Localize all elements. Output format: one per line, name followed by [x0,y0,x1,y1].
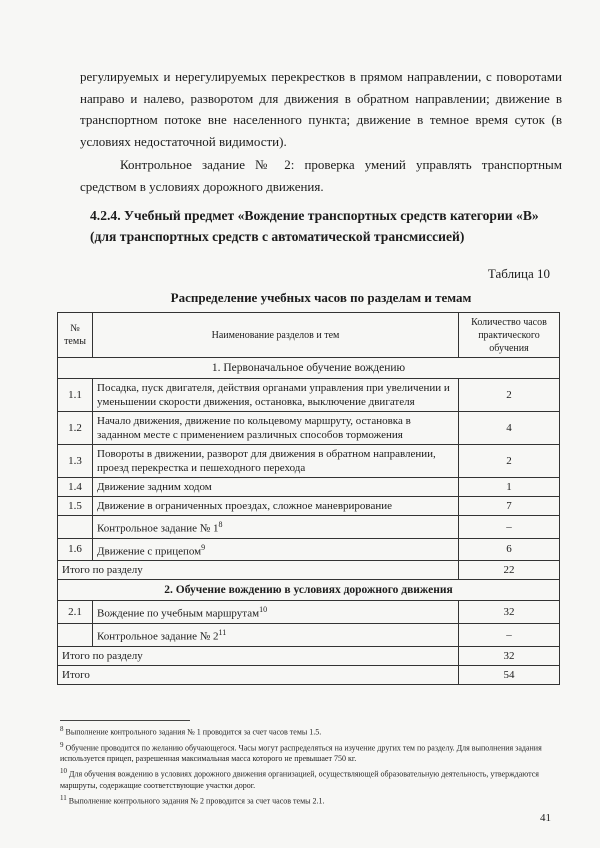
row-name [93,601,459,624]
heading-line-1: 4.2.4. Учебный предмет «Вождение транспортных средств категории «В» [90,208,539,223]
table-row [58,601,560,624]
row-num: 1.5 [58,497,93,516]
subtotal-hours: 32 [459,646,560,665]
subtotal-2-row [58,646,560,665]
header-hours: Количество часов практического обучения [459,313,560,358]
row-hours: 32 [459,601,560,624]
row-name-text: Движение с прицепом [97,545,202,558]
section-1-title: 1. Первоначальное обучение вождению [58,358,560,379]
table-title: Распределение учебных часов по разделам и темам [170,290,472,305]
row-name [93,623,459,646]
intro-paragraph-1: регулируемых и нерегулируемых перекрестков в прямом направлении, с поворотами направо и налево, разворотом для движения в обратном направлении; движение в транспортном потоке вне населенного пункта; движение в темное время суток (в условиях недостаточной видимости). [80,69,562,149]
row-name: Начало движения, движение по кольцевому маршруту, остановка в заданном месте с применением различных способов торможения [93,412,459,445]
row-num: 1.4 [58,478,93,497]
row-name: Движение в ограниченных проездах, сложное маневрирование [93,497,459,516]
control-task-2-label: Контрольное задание № 2 [97,630,219,643]
table-row [58,497,560,516]
footnote-8 [60,724,560,738]
control-task-1-label: Контрольное задание № 1 [97,522,219,535]
row-num-empty [58,516,93,539]
table-row [58,478,560,497]
control-task-2-row [58,623,560,646]
row-name-text: Вождение по учебным маршрутам [97,607,260,620]
footnote-number: 9 [60,740,64,749]
footnote-ref-10: 10 [259,605,268,615]
section-heading [80,205,562,247]
total-hours: 54 [459,665,560,684]
control-task-1-row [58,516,560,539]
row-num-empty [58,623,93,646]
row-num: 1.1 [58,379,93,412]
subtotal-label: Итого по разделу [58,646,459,665]
table-label: Таблица 10 [487,266,550,281]
row-num: 2.1 [58,601,93,624]
footnote-text: Обучение проводится по желанию обучающегося. Часы могут распределяться на изучение других тем по разделу. Для выполнения задания используется прицеп, разрешенная максимальная масса которого не превышает 750 кг. [60,743,542,764]
table-row [58,445,560,478]
footnotes [60,720,560,809]
row-num: 1.2 [58,412,93,445]
subtotal-label: Итого по разделу [58,561,459,580]
row-hours: 7 [459,497,560,516]
row-hours: – [459,516,560,539]
hours-table [57,312,560,685]
footnote-divider [60,720,190,721]
header-name: Наименование разделов и тем [93,313,459,358]
row-name: Движение задним ходом [93,478,459,497]
table-row [58,538,560,561]
heading-line-2: (для транспортных средств с автоматической трансмиссией) [90,229,465,244]
row-hours: 4 [459,412,560,445]
total-label: Итого [58,665,459,684]
footnote-9 [60,740,560,765]
footnote-text: Выполнение контрольного задания № 1 проводится за счет часов темы 1.5. [65,727,322,737]
footnote-text: Выполнение контрольного задания № 2 проводится за счет часов темы 2.1. [68,796,325,806]
row-name: Повороты в движении, разворот для движения в обратном направлении, проезд перекрестка и пешеходного перехода [93,445,459,478]
footnote-number: 10 [60,767,67,776]
row-hours: 2 [459,445,560,478]
row-hours: 2 [459,379,560,412]
subtotal-1-row [58,561,560,580]
header-num: № темы [58,313,93,358]
row-hours: – [459,623,560,646]
row-name [93,538,459,561]
row-hours: 6 [459,538,560,561]
section-2-title: 2. Обучение вождению в условиях дорожного движения [58,580,560,601]
table-row [58,379,560,412]
table-header-row [58,313,560,358]
intro-text [80,66,562,197]
section-2-row [58,580,560,601]
row-num: 1.6 [58,538,93,561]
footnote-11 [60,793,560,807]
row-hours: 1 [459,478,560,497]
footnote-text: Для обучения вождению в условиях дорожного движения организацией, осуществляющей образовательную деятельность, утверждаются маршруты, содержащие соответствующие участки дорог. [60,769,539,790]
row-name [93,516,459,539]
page-number: 41 [540,812,551,824]
subtotal-hours: 22 [459,561,560,580]
footnote-ref-9: 9 [201,542,206,552]
footnote-ref-8: 8 [218,520,223,529]
footnote-10 [60,766,560,791]
footnote-ref-11: 11 [218,627,227,637]
row-num: 1.3 [58,445,93,478]
table-row [58,412,560,445]
total-row [58,665,560,684]
row-name: Посадка, пуск двигателя, действия органами управления при увеличении и уменьшении скорости движения, остановка, выключение двигателя [93,379,459,412]
footnote-number: 11 [60,793,67,802]
section-1-row [58,358,560,379]
footnote-number: 8 [60,725,64,733]
intro-paragraph-2: Контрольное задание № 2: проверка умений управлять транспортным средством в условиях дорожного движения. [80,157,562,194]
